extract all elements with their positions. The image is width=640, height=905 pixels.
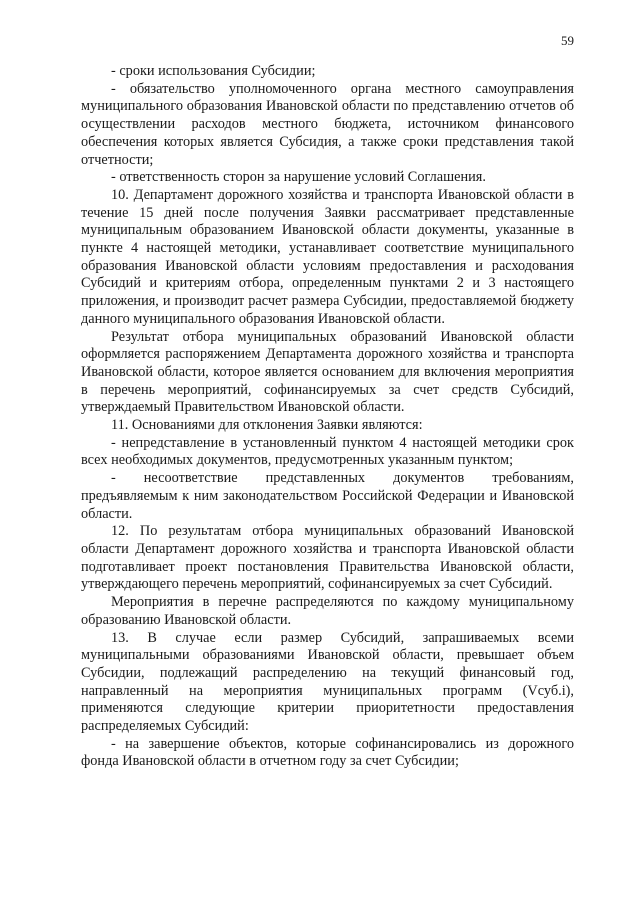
document-body: [81, 63, 574, 771]
paragraph: 10. Департамент дорожного хозяйства и транспорта Ивановской области в течение 15 дней после получения Заявки рассматривает представленные муниципальным образованием Ивановской области документы, указанные в пункте 4 настоящей методики, устанавливает соответствие муниципального образования Ивановской области условиям предоставления и расходования Субсидий и критериям отбора, определенным пунктами 2 и 3 настоящего приложения, и производит расчет размера Субсидии, предоставляемой бюджету данного муниципального образования Ивановской области.: [81, 186, 574, 327]
page-number: 59: [561, 33, 574, 48]
paragraph: - сроки использования Субсидии;: [111, 63, 316, 79]
paragraph: 12. По результатам отбора муниципальных образований Ивановской области Департамент дорожного хозяйства и транспорта Ивановской области подготавливает проект постановления Правительства Ивановской области, утверждающего перечень мероприятий, софинансируемых за счет Субсидий.: [81, 523, 574, 593]
paragraph: 13. В случае если размер Субсидий, запрашиваемых всеми муниципальными образованиями Ивановской области, превышает объем Субсидии, подлежащий распределению на текущий финансовый год, направленный на мероприятия муниципальных программ (Vсуб.i), применяются следующие критерии приоритетности предоставления распределяемых Субсидий:: [81, 629, 574, 735]
paragraph: Мероприятия в перечне распределяются по каждому муниципальному образованию Ивановской области.: [81, 594, 574, 628]
paragraph: 11. Основаниями для отклонения Заявки являются:: [111, 417, 423, 434]
paragraph: Результат отбора муниципальных образований Ивановской области оформляется распоряжением Департамента дорожного хозяйства и транспорта Ивановской области, которое является основанием для включения мероприятия в перечень мероприятий, софинансируемых за счет средств Субсидий, утверждаемый Правительством Ивановской области.: [81, 328, 574, 416]
paragraph: - на завершение объектов, которые софинансировались из дорожного фонда Ивановской области в отчетном году за счет Субсидии;: [81, 735, 574, 770]
paragraph: - несоответствие представленных документов требованиям, предъявляемым к ним законодательством Российской Федерации и Ивановской области.: [81, 470, 574, 522]
paragraph: - обязательство уполномоченного органа местного самоуправления муниципального образования Ивановской области по представлению отчетов об осуществлении расходов местного бюджета, источником финансового обеспечения которых является Субсидия, а также сроки представления такой отчетности;: [81, 80, 574, 168]
paragraph: - ответственность сторон за нарушение условий Соглашения.: [111, 169, 486, 186]
paragraph: - непредставление в установленный пунктом 4 настоящей методики срок всех необходимых документов, предусмотренных указанным пунктом;: [81, 434, 574, 469]
